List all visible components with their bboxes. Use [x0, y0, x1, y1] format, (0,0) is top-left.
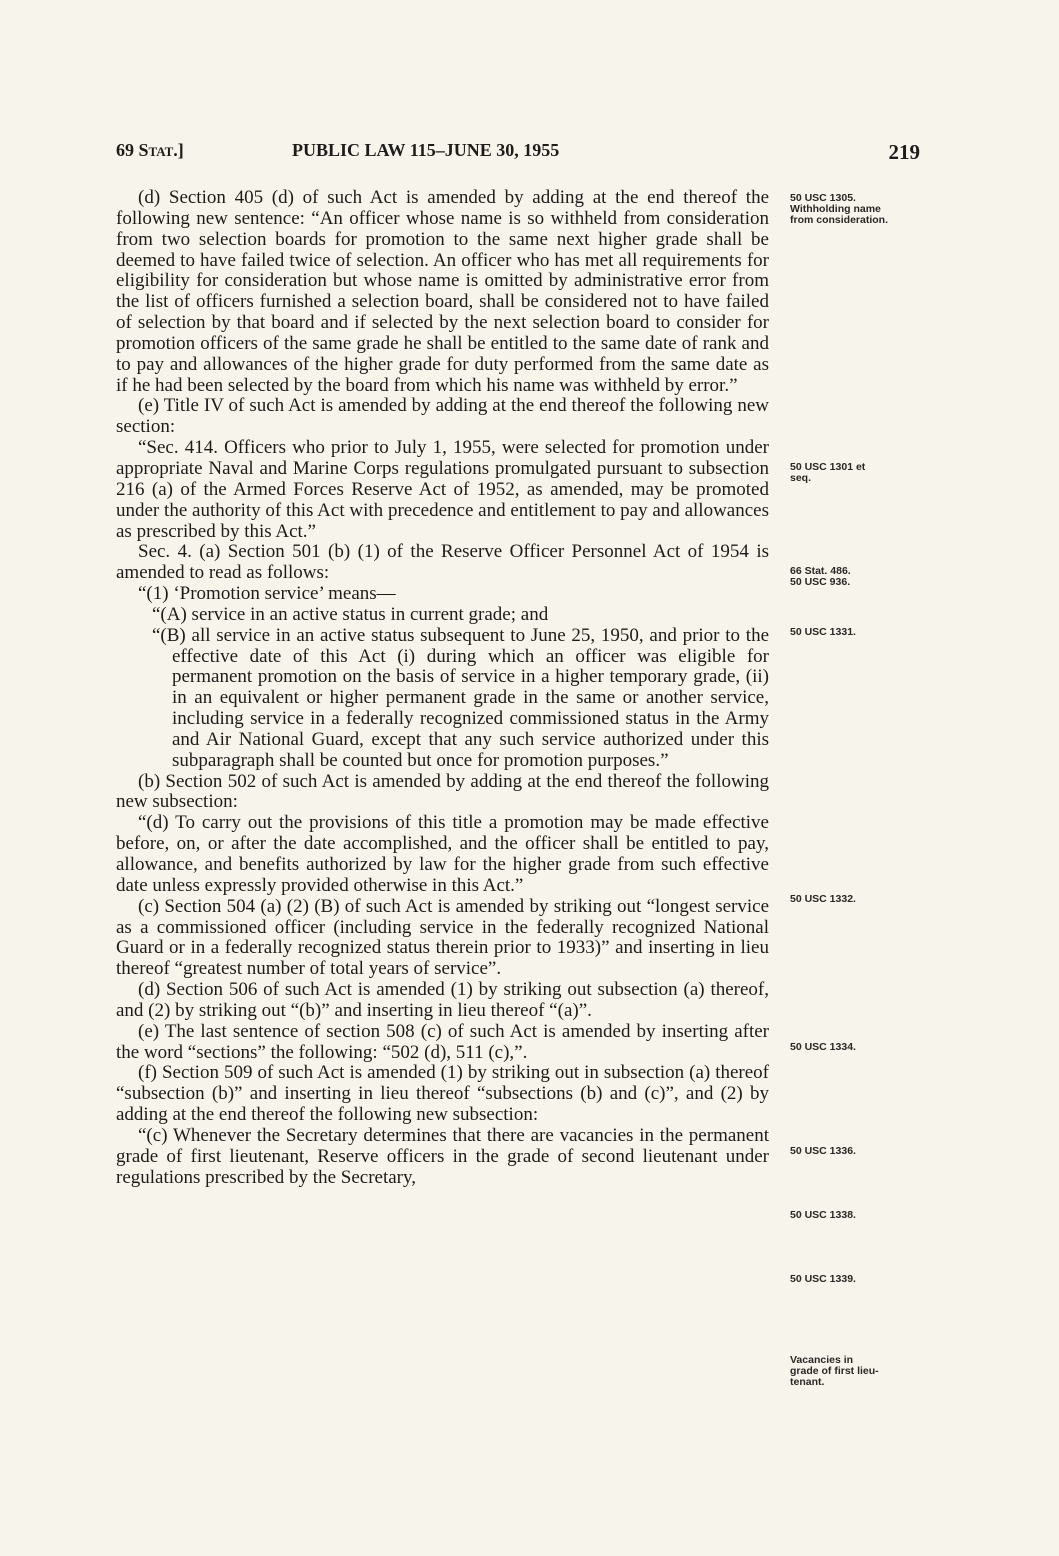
paragraph-f-509: (f) Section 509 of such Act is amended (1) by striking out in subsection (a) thereof “subsection (b)” and inserting in lieu thereof “subsections (b) and (c)”, and (2) by adding at the end thereof the following new subsection:: [116, 1062, 769, 1126]
paragraph-d-506: (d) Section 506 of such Act is amended (1) by striking out subsection (a) thereof, and (2) by striking out “(b)” and inserting in lieu thereof “(a)”.: [116, 979, 769, 1021]
margin-note-vacancies: Vacancies in grade of first lieu- tenant.: [790, 1354, 879, 1388]
margin-note-1305: 50 USC 1305. Withholding name from consideration.: [790, 192, 889, 226]
paragraph-clause-b: “(B) all service in an active status subsequent to June 25, 1950, and prior to the effective date of this Act (i) during which an officer was eligible for permanent promotion on the basis of service in a higher temporary grade, (ii) in an equivalent or higher permanent grade in the same or another service, including service in a federally recognized commissioned status in the Army and Air National Guard, except that any such service authorized under this subparagraph shall be counted but once for promotion purposes.”: [152, 624, 769, 771]
margin-note-1336: 50 USC 1336.: [790, 1145, 856, 1157]
volume-citation: 69 Stat.]: [116, 140, 184, 160]
margin-note-1334: 50 USC 1334.: [790, 1041, 856, 1053]
paragraph-subsection-c: “(c) Whenever the Secretary determines that there are vacancies in the permanent grade of first lieutenant, Reserve officers in the grade of second lieutenant under regulations prescribed by the Secretary,: [116, 1124, 769, 1188]
running-header: [116, 140, 920, 168]
page-number: 219: [888, 140, 920, 164]
paragraph-e-title-iv: (e) Title IV of such Act is amended by adding at the end thereof the following new section:: [116, 395, 769, 438]
paragraph-b-502: (b) Section 502 of such Act is amended by adding at the end thereof the following new subsection:: [116, 770, 769, 813]
body-text: [116, 188, 769, 1189]
paragraph-sec-4a: Sec. 4. (a) Section 501 (b) (1) of the Reserve Officer Personnel Act of 1954 is amended to read as follows:: [116, 541, 769, 584]
paragraph-subsection-d: “(d) To carry out the provisions of this title a promotion may be made effective before, on, or after the date accomplished, and the officer shall be entitled to pay, allowance, and benefits authorized by law for the higher grade from such effective date unless expressly provided otherwise in this Act.”: [116, 812, 769, 896]
paragraph-e-508: (e) The last sentence of section 508 (c) of such Act is amended by inserting after the word “sections” the following: “502 (d), 511 (c),”.: [116, 1020, 769, 1063]
margin-note-66-stat: 66 Stat. 486. 50 USC 936.: [790, 565, 851, 588]
margin-note-1339: 50 USC 1339.: [790, 1273, 856, 1285]
margin-note-1301: 50 USC 1301 et seq.: [790, 461, 866, 484]
margin-note-1338: 50 USC 1338.: [790, 1209, 856, 1221]
paragraph-promotion-service: “(1) ‘Promotion service’ means—: [138, 583, 396, 605]
margin-note-1332: 50 USC 1332.: [790, 893, 856, 905]
paragraph-c-504: (c) Section 504 (a) (2) (B) of such Act is amended by striking out “longest service as a commissioned officer (including service in the federally recognized National Guard or in a federally recognized status therein prior to 1933)” and inserting in lieu thereof “greatest number of total years of service”.: [116, 895, 769, 980]
header-title: PUBLIC LAW 115–JUNE 30, 1955: [292, 140, 560, 160]
margin-note-1331: 50 USC 1331.: [790, 626, 856, 638]
paragraph-clause-a: “(A) service in an active status in current grade; and: [152, 603, 549, 625]
paragraph-sec-414: “Sec. 414. Officers who prior to July 1, 1955, were selected for promotion under appropriate Naval and Marine Corps regulations promulgated pursuant to subsection 216 (a) of the Armed Forces Reserve Act of 1952, as amended, may be promoted under the authority of this Act with precedence and entitlement to pay and allowances as prescribed by this Act.”: [116, 437, 769, 542]
paragraph-d-405: (d) Section 405 (d) of such Act is amended by adding at the end thereof the following new sentence: “An officer whose name is so withheld from consideration from two selection boards for promotion to the same next higher grade shall be deemed to have failed twice of selection. An officer who has met all requirements for eligibility for consideration but whose name is omitted by administrative error from the list of officers furnished a selection board, shall be considered not to have failed of selection by that board and if selected by the next selection board to consider for promotion officers of the same grade he shall be entitled to the same date of rank and to pay and allowances of the higher grade for duty performed from the same date as if he had been selected by the board from which his name was withheld by error.”: [116, 187, 769, 396]
